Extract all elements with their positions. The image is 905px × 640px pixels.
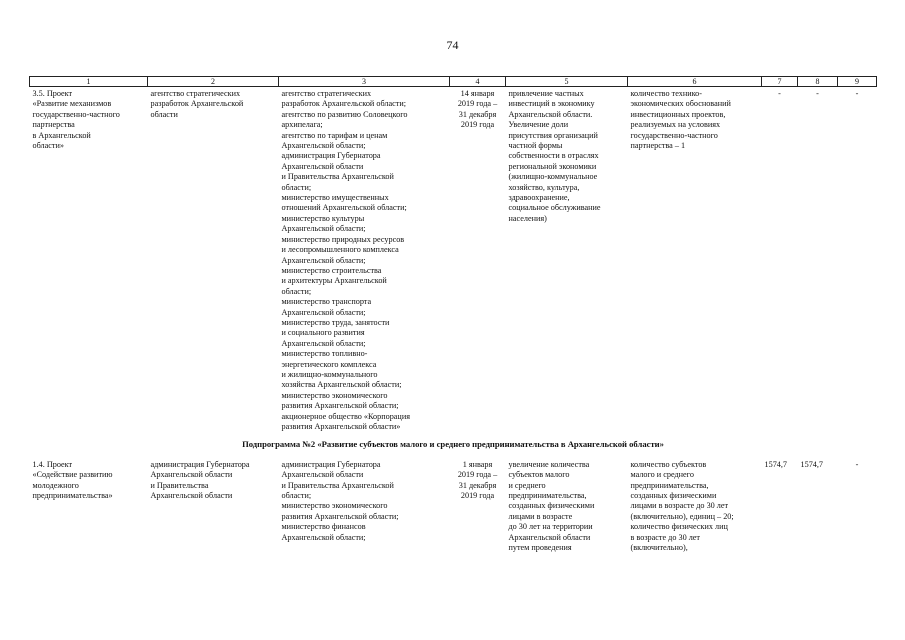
cell-text-line: социальное обслуживание xyxy=(508,203,601,213)
cell-text-line: 1.4. Проект xyxy=(32,459,73,469)
cell-text-line: собственности в отраслях xyxy=(508,151,599,161)
cell-text-line: архипелага; xyxy=(281,120,323,130)
cell-text-line: области» xyxy=(32,141,64,151)
cell-text-line: администрация Губернатора xyxy=(281,151,381,161)
cell-text-line: Архангельской области xyxy=(281,161,364,171)
cell-text-line: в возрасте до 30 лет xyxy=(630,532,701,542)
funding-cell-8: 1574,7 xyxy=(800,459,824,469)
cell-text-line: области xyxy=(150,109,178,119)
co-executors-cell xyxy=(279,87,450,433)
cell-text-line: администрация Губернатора xyxy=(150,459,250,469)
cell-text-line: «Развитие механизмов xyxy=(32,99,112,109)
cell-text-line: лицами в возрасте xyxy=(508,511,573,521)
cell-text-line: развития Архангельской области; xyxy=(281,401,399,411)
cell-text-line: (включительно), xyxy=(630,543,688,553)
cell-text-line: и лесопромышленного комплекса xyxy=(281,245,399,255)
cell-text-line: развития Архангельской области» xyxy=(281,422,401,431)
funding-cell-9: - xyxy=(855,89,859,98)
funding-cell-8: - xyxy=(816,89,819,98)
indicator-cell xyxy=(628,458,762,554)
cell-text-line: населения) xyxy=(508,213,547,223)
cell-text-line: агентство стратегических xyxy=(150,89,241,98)
funding-cell-7: - xyxy=(778,89,781,98)
co-executors-cell xyxy=(279,458,450,554)
cell-text-line: созданных физическими xyxy=(630,491,717,501)
cell-text-line: присутствия организаций xyxy=(508,130,598,140)
cell-text-line: министерство труда, занятости xyxy=(281,317,390,327)
cell-text-line: предпринимательства, xyxy=(508,491,587,501)
cell-text-line: разработок Архангельской области; xyxy=(281,99,407,109)
cell-text-line: Увеличение доли xyxy=(508,120,569,130)
cell-text-line: созданных физическими xyxy=(508,501,595,511)
cell-text-line: до 30 лет на территории xyxy=(508,522,593,532)
funding-cell-9: - xyxy=(855,459,859,469)
cell-text-line: Архангельской области; xyxy=(281,307,366,317)
cell-text-line: инвестиционных проектов, xyxy=(630,109,726,119)
cell-text-line: агентство по тарифам и ценам xyxy=(281,130,388,140)
table-row-project-1-4 xyxy=(30,458,877,554)
expected-result-cell xyxy=(506,458,628,554)
cell-text-line: (жилищно-коммунальное xyxy=(508,172,598,182)
cell-text-line: количество субъектов xyxy=(630,459,707,469)
column-number-3: 3 xyxy=(279,77,450,87)
period-cell xyxy=(450,458,506,554)
cell-text-line: Архангельской области; xyxy=(281,141,366,151)
cell-text-line: министерство транспорта xyxy=(281,297,372,307)
project-name-cell xyxy=(30,87,148,433)
cell-text-line: молодежного xyxy=(32,480,79,490)
period-cell xyxy=(450,87,506,433)
cell-text-line: Архангельской области xyxy=(150,491,233,501)
cell-text-line: министерство финансов xyxy=(281,522,366,532)
cell-text-line: министерство строительства xyxy=(281,265,382,275)
cell-text-line: количество технико- xyxy=(630,89,702,98)
cell-text-line: Архангельской области; xyxy=(281,338,366,348)
cell-text-line: администрация Губернатора xyxy=(281,459,381,469)
column-number-7: 7 xyxy=(762,77,798,87)
expected-result-cell xyxy=(506,87,628,433)
subprogram-heading-row xyxy=(30,432,877,457)
column-number-row xyxy=(30,77,877,87)
cell-text-line: «Содействие развитию xyxy=(32,470,113,480)
responsible-executor-cell xyxy=(148,458,279,554)
column-number-2: 2 xyxy=(148,77,279,87)
cell-text-line: 31 декабря xyxy=(458,109,497,119)
cell-text-line: 2019 года – xyxy=(457,470,498,480)
project-table xyxy=(29,76,877,553)
page-number: 74 xyxy=(446,38,459,52)
cell-text-line: субъектов малого xyxy=(508,470,570,480)
cell-text-line: 2019 года – xyxy=(457,99,498,109)
column-number-5: 5 xyxy=(506,77,628,87)
cell-text-line: и Правительства Архангельской xyxy=(281,480,394,490)
cell-text-line: предпринимательства» xyxy=(32,491,113,501)
column-number-8: 8 xyxy=(798,77,838,87)
cell-text-line: путем проведения xyxy=(508,543,572,553)
cell-text-line: отношений Архангельской области; xyxy=(281,203,407,213)
cell-text-line: количество физических лиц xyxy=(630,522,728,532)
funding-cell-7: 1574,7 xyxy=(764,459,788,469)
cell-text-line: партнерства – 1 xyxy=(630,141,686,151)
column-number-1: 1 xyxy=(30,77,148,87)
cell-text-line: Архангельской области xyxy=(281,470,364,480)
cell-text-line: Архангельской области; xyxy=(281,224,366,234)
cell-text-line: Архангельской области; xyxy=(281,532,366,542)
cell-text-line: министерство имущественных xyxy=(281,193,389,203)
cell-text-line: малого и среднего xyxy=(630,470,694,480)
cell-text-line: Архангельской области; xyxy=(281,255,366,265)
column-number-6: 6 xyxy=(628,77,762,87)
cell-text-line: Архангельской области xyxy=(150,470,233,480)
cell-text-line: агентство по развитию Соловецкого xyxy=(281,109,408,119)
cell-text-line: энергетического комплекса xyxy=(281,359,377,369)
project-name-cell xyxy=(30,458,148,554)
cell-text-line: разработок Архангельской xyxy=(150,99,244,109)
cell-text-line: лицами в возрасте до 30 лет xyxy=(630,501,729,511)
cell-text-line: 2019 года xyxy=(460,120,495,130)
cell-text-line: хозяйство, культура, xyxy=(508,182,580,192)
indicator-cell xyxy=(628,87,762,433)
column-number-9: 9 xyxy=(838,77,877,87)
cell-text-line: и среднего xyxy=(508,480,546,490)
cell-text-line: 3.5. Проект xyxy=(32,89,73,98)
cell-text-line: в Архангельской xyxy=(32,130,91,140)
cell-text-line: и социального развития xyxy=(281,328,365,338)
cell-text-line: государственно-частного xyxy=(630,130,718,140)
cell-text-line: и Правительства Архангельской xyxy=(281,172,394,182)
cell-text-line: 31 декабря xyxy=(458,480,497,490)
cell-text-line: агентство стратегических xyxy=(281,89,372,98)
table-row-project-3-5 xyxy=(30,87,877,433)
cell-text-line: министерство топливно- xyxy=(281,349,368,359)
cell-text-line: и жилищно-коммунального xyxy=(281,369,378,379)
cell-text-line: увеличение количества xyxy=(508,459,590,469)
cell-text-line: министерство культуры xyxy=(281,213,365,223)
cell-text-line: области; xyxy=(281,182,312,192)
cell-text-line: акционерное общество «Корпорация xyxy=(281,411,410,421)
cell-text-line: развития Архангельской области; xyxy=(281,511,399,521)
subprogram-title: Подпрограмма №2 «Развитие субъектов малого и среднего предпринимательства в Архангельской области» xyxy=(242,439,664,450)
cell-text-line: частной формы xyxy=(508,141,563,151)
cell-text-line: министерство природных ресурсов xyxy=(281,234,405,244)
cell-text-line: партнерства xyxy=(32,120,75,130)
cell-text-line: государственно-частного xyxy=(32,109,120,119)
cell-text-line: области; xyxy=(281,286,312,296)
cell-text-line: и архитектуры Архангельской xyxy=(281,276,387,286)
responsible-executor-cell xyxy=(148,87,279,433)
cell-text-line: экономических обоснований xyxy=(630,99,731,109)
cell-text-line: Архангельской области xyxy=(508,532,591,542)
cell-text-line: инвестиций в экономику xyxy=(508,99,595,109)
cell-text-line: министерство экономического xyxy=(281,390,388,400)
cell-text-line: (включительно), единиц – 20; xyxy=(630,511,734,521)
cell-text-line: привлечение частных xyxy=(508,89,584,98)
cell-text-line: предпринимательства, xyxy=(630,480,709,490)
cell-text-line: реализуемых на условиях xyxy=(630,120,721,130)
cell-text-line: 14 января xyxy=(460,89,495,98)
cell-text-line: хозяйства Архангельской области; xyxy=(281,380,402,390)
cell-text-line: региональной экономики xyxy=(508,161,597,171)
cell-text-line: Архангельской области. xyxy=(508,109,593,119)
cell-text-line: и Правительства xyxy=(150,480,209,490)
cell-text-line: области; xyxy=(281,491,312,501)
cell-text-line: 1 января xyxy=(462,459,493,469)
column-number-4: 4 xyxy=(450,77,506,87)
cell-text-line: 2019 года xyxy=(460,491,495,501)
cell-text-line: здравоохранение, xyxy=(508,193,570,203)
cell-text-line: министерство экономического xyxy=(281,501,388,511)
